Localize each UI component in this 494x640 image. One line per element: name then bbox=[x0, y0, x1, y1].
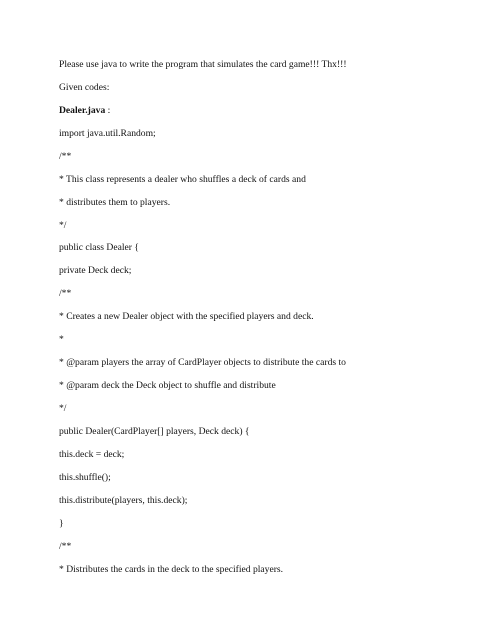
code-line: this.distribute(players, this.deck); bbox=[59, 495, 188, 506]
code-line: public class Dealer { bbox=[59, 242, 139, 253]
given-codes-label: Given codes: bbox=[59, 82, 110, 93]
code-line: * bbox=[59, 334, 64, 345]
code-line: this.deck = deck; bbox=[59, 449, 125, 460]
code-line: * distributes them to players. bbox=[59, 197, 171, 208]
code-line: /** bbox=[59, 151, 72, 162]
code-line: */ bbox=[59, 403, 67, 414]
code-line: * @param deck the Deck object to shuffle and distribute bbox=[59, 380, 276, 391]
code-line: import java.util.Random; bbox=[59, 128, 156, 139]
code-line: * @param players the array of CardPlayer objects to distribute the cards to bbox=[59, 357, 346, 368]
intro-text: Please use java to write the program that simulates the card game!!! Thx!!! bbox=[59, 59, 347, 70]
code-line: * Distributes the cards in the deck to the specified players. bbox=[59, 564, 284, 575]
code-line: */ bbox=[59, 220, 67, 231]
code-line: } bbox=[59, 518, 64, 529]
code-line: /** bbox=[59, 288, 72, 299]
code-line: * This class represents a dealer who shuffles a deck of cards and bbox=[59, 174, 306, 185]
file-heading bbox=[59, 105, 110, 117]
file-name: Dealer.java bbox=[59, 105, 106, 116]
code-line: * Creates a new Dealer object with the specified players and deck. bbox=[59, 311, 314, 322]
code-line: this.shuffle(); bbox=[59, 472, 111, 483]
file-name-suffix: : bbox=[105, 105, 111, 116]
code-line: public Dealer(CardPlayer[] players, Deck deck) { bbox=[59, 426, 250, 437]
code-line: private Deck deck; bbox=[59, 265, 132, 276]
code-line: /** bbox=[59, 541, 72, 552]
